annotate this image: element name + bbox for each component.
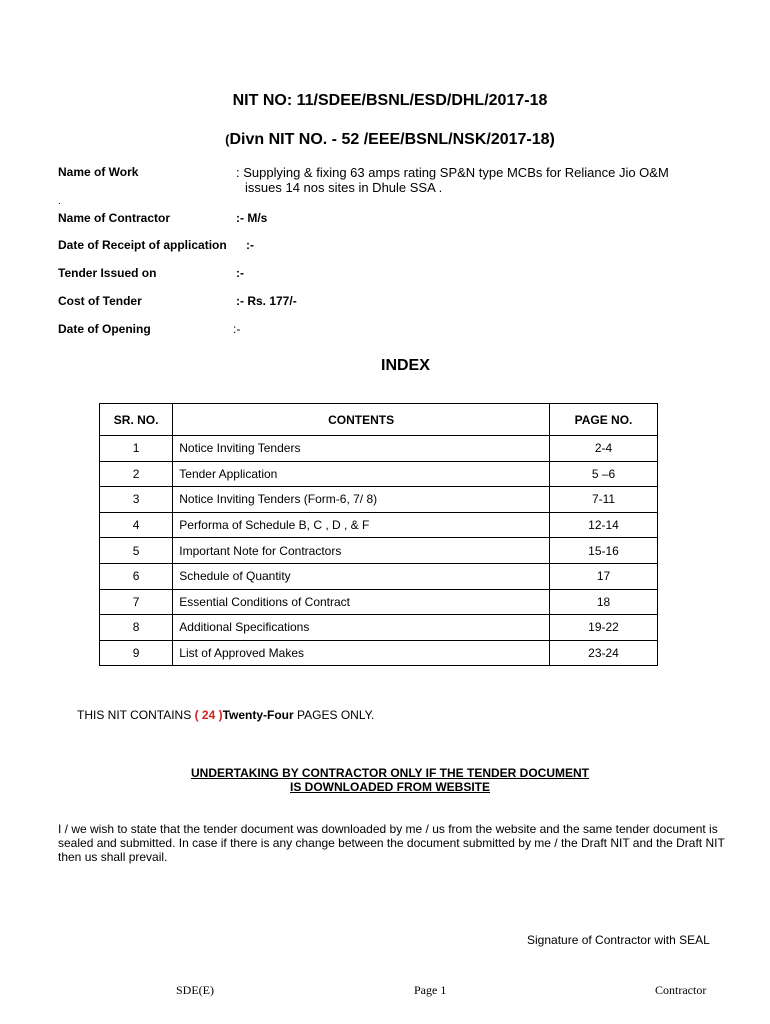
row-content: Additional Specifications xyxy=(173,615,550,641)
nit-number-heading: NIT NO: 11/SDEE/BSNL/ESD/DHL/2017-18 xyxy=(232,92,548,109)
row-page: 12-14 xyxy=(550,512,658,538)
page-count-suffix: PAGES ONLY. xyxy=(293,708,375,722)
receipt-value: :- xyxy=(246,238,254,252)
row-sr: 2 xyxy=(100,461,173,487)
row-sr: 8 xyxy=(100,615,173,641)
table-row xyxy=(100,436,658,462)
stray-dot: . xyxy=(58,196,61,207)
receipt-label: Date of Receipt of application xyxy=(58,238,227,252)
divn-nit-text: Divn NIT NO. - 52 /EEE/BSNL/NSK/2017-18) xyxy=(229,131,555,148)
footer-left: SDE(E) xyxy=(176,983,214,997)
row-content: Important Note for Contractors xyxy=(173,538,550,564)
footer-right: Contractor xyxy=(655,983,707,997)
row-content: List of Approved Makes xyxy=(173,640,550,666)
col-page-no: PAGE NO. xyxy=(550,404,658,436)
page-count-words: Twenty-Four xyxy=(222,708,294,722)
index-table xyxy=(99,403,658,666)
row-sr: 1 xyxy=(100,436,173,462)
undertaking-heading-line-2: IS DOWNLOADED FROM WEBSITE xyxy=(290,780,490,794)
opening-value: :- xyxy=(233,322,241,336)
cost-value: :- Rs. 177/- xyxy=(236,294,297,308)
work-value-line-1: : Supplying & fixing 63 amps rating SP&N type MCBs for Reliance Jio O&M xyxy=(236,165,669,180)
row-content: Essential Conditions of Contract xyxy=(173,589,550,615)
row-sr: 3 xyxy=(100,487,173,513)
table-row xyxy=(100,538,658,564)
row-content: Notice Inviting Tenders xyxy=(173,436,550,462)
contractor-value: :- M/s xyxy=(236,211,268,225)
index-heading: INDEX xyxy=(381,357,430,374)
row-page: 23-24 xyxy=(550,640,658,666)
row-content: Performa of Schedule B, C , D , & F xyxy=(173,512,550,538)
issued-label: Tender Issued on xyxy=(58,266,157,280)
row-page: 18 xyxy=(550,589,658,615)
row-content: Tender Application xyxy=(173,461,550,487)
row-sr: 9 xyxy=(100,640,173,666)
page-count-prefix: THIS NIT CONTAINS xyxy=(77,708,195,722)
index-header-row xyxy=(100,404,658,436)
col-sr-no: SR. NO. xyxy=(100,404,173,436)
table-row xyxy=(100,589,658,615)
row-content: Notice Inviting Tenders (Form-6, 7/ 8) xyxy=(173,487,550,513)
contractor-label: Name of Contractor xyxy=(58,211,171,225)
row-page: 19-22 xyxy=(550,615,658,641)
issued-value: :- xyxy=(236,266,244,280)
opening-label: Date of Opening xyxy=(58,322,151,336)
undertaking-heading-line-1: UNDERTAKING BY CONTRACTOR ONLY IF THE TENDER DOCUMENT xyxy=(190,766,589,780)
row-sr: 5 xyxy=(100,538,173,564)
work-value-line-2: issues 14 nos sites in Dhule SSA . xyxy=(245,180,443,195)
table-row xyxy=(100,640,658,666)
page-count-number: ( 24 ) xyxy=(194,708,223,722)
work-label: Name of Work xyxy=(58,165,139,179)
row-page: 7-11 xyxy=(550,487,658,513)
table-row xyxy=(100,512,658,538)
row-page: 15-16 xyxy=(550,538,658,564)
row-page: 2-4 xyxy=(550,436,658,462)
row-page: 5 –6 xyxy=(550,461,658,487)
table-row xyxy=(100,487,658,513)
col-contents: CONTENTS xyxy=(173,404,550,436)
table-row xyxy=(100,615,658,641)
row-sr: 4 xyxy=(100,512,173,538)
row-sr: 6 xyxy=(100,563,173,589)
divn-open-paren: ( xyxy=(225,132,230,147)
divn-nit-heading xyxy=(0,131,770,149)
table-row xyxy=(100,563,658,589)
row-page: 17 xyxy=(550,563,658,589)
footer-page-number: Page 1 xyxy=(414,983,447,997)
contractor-signature-line: Signature of Contractor with SEAL xyxy=(527,933,710,947)
row-content: Schedule of Quantity xyxy=(173,563,550,589)
row-sr: 7 xyxy=(100,589,173,615)
cost-label: Cost of Tender xyxy=(58,294,142,308)
table-row xyxy=(100,461,658,487)
page-count-statement xyxy=(77,708,374,722)
undertaking-paragraph: I / we wish to state that the tender document was downloaded by me / us from the website and the same tender document is sealed and submitted. In case if there is any change between the document submitted by me / the Draft NIT and the Draft NIT then us shall prevail. xyxy=(58,822,725,864)
